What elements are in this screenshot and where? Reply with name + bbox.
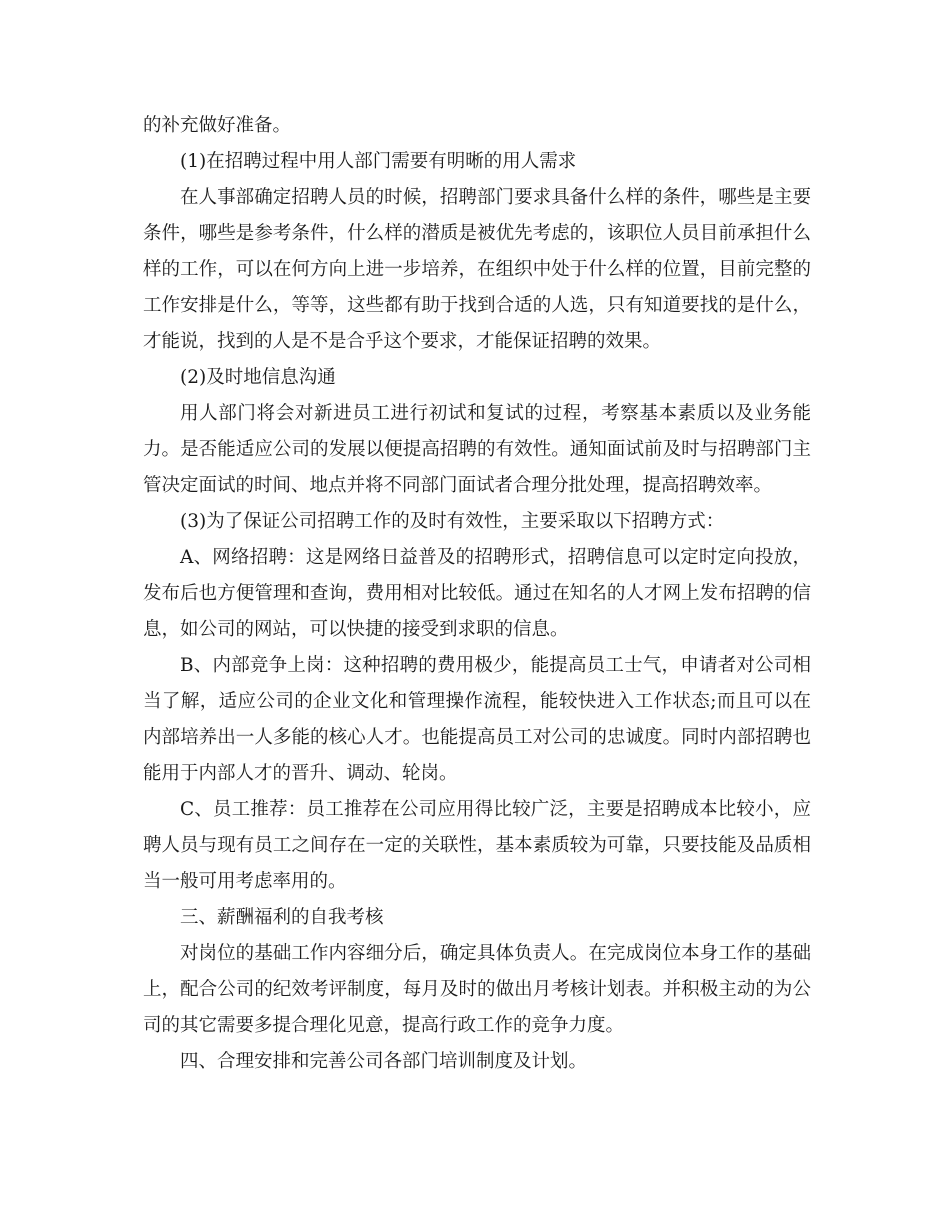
paragraph-employee-referral: C、员工推荐：员工推荐在公司应用得比较广泛，主要是招聘成本比较小，应聘人员与现有员工之间存在一定的关联性，基本素质较为可靠，只要技能及品质相当一般可用考虑率用的。 [143, 799, 811, 892]
paragraph-requirements: 在人事部确定招聘人员的时候，招聘部门要求具备什么样的条件，哪些是主要条件，哪些是参考条件，什么样的潜质是被优先考虑的，该职位人员目前承担什么样的工作，可以在何方向上进一步培养，在组织中处于什么样的位置，目前完整的工作安排是什么，等等，这些都有助于找到合适的人选，只有知道要找的是什么，才能说，找到的人是不是合乎这个要求，才能保证招聘的效果。 [143, 187, 811, 352]
section-heading-training: 四、合理安排和完善公司各部门培训制度及计划。 [180, 1051, 588, 1072]
paragraph-compensation: 对岗位的基础工作内容细分后，确定具体负责人。在完成岗位本身工作的基础上，配合公司的纪效考评制度，每月及时的做出月考核计划表。并积极主动的为公司的其它需要多提合理化见意，提高行政工作的竞争力度。 [143, 943, 811, 1036]
paragraph-online-recruitment: A、网络招聘：这是网络日益普及的招聘形式，招聘信息可以定时定向投放，发布后也方便管理和查询，费用相对比较低。通过在知名的人才网上发布招聘的信息，如公司的网站，可以快捷的接受到求职的信息。 [143, 547, 811, 640]
subheading-recruitment-methods: (3)为了保证公司招聘工作的及时有效性，主要采取以下招聘方式： [180, 511, 725, 532]
subheading-clear-requirements: (1)在招聘过程中用人部门需要有明晰的用人需求 [180, 151, 577, 172]
section-heading-compensation: 三、薪酬福利的自我考核 [180, 907, 384, 928]
paragraph-continuation: 的补充做好准备。 [143, 115, 292, 136]
document-body [143, 108, 811, 1080]
paragraph-internal-competition: B、内部竞争上岗：这种招聘的费用极少，能提高员工士气，申请者对公司相当了解，适应公司的企业文化和管理操作流程，能较快进入工作状态;而且可以在内部培养出一人多能的核心人才。也能提高员工对公司的忠诚度。同时内部招聘也能用于内部人才的晋升、调动、轮岗。 [143, 655, 811, 784]
subheading-communication: (2)及时地信息沟通 [180, 367, 336, 388]
paragraph-communication: 用人部门将会对新进员工进行初试和复试的过程，考察基本素质以及业务能力。是否能适应公司的发展以便提高招聘的有效性。通知面试前及时与招聘部门主管决定面试的时间、地点并将不同部门面试者合理分批处理，提高招聘效率。 [143, 403, 811, 496]
